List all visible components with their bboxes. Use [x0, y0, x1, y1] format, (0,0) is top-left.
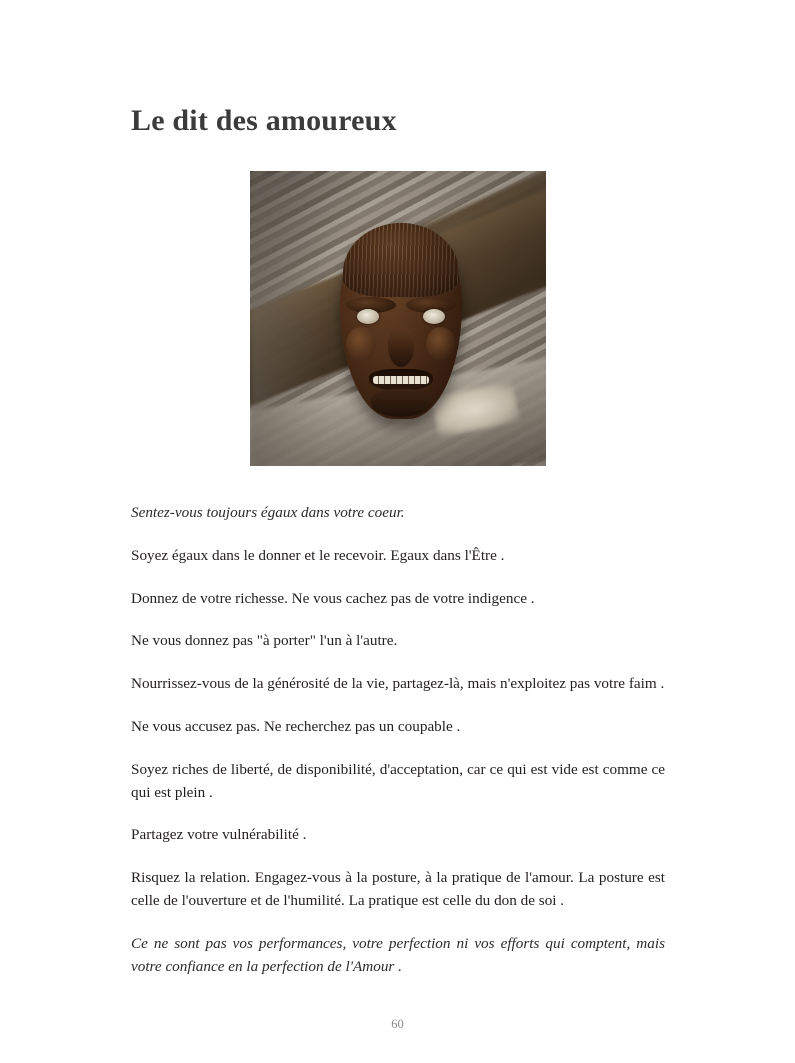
paragraph: Ne vous accusez pas. Ne recherchez pas un coupable . — [131, 717, 461, 735]
paragraph: Ce ne sont pas vos performances, votre perfection ni vos efforts qui comptent, mais votre confiance en la perfection de l'Amour . — [131, 934, 665, 975]
mask-nose — [388, 327, 414, 367]
paragraph: Partagez votre vulnérabilité . — [131, 826, 307, 844]
mask-cheek-right — [426, 327, 456, 361]
body-text — [131, 502, 665, 978]
paragraph: Risquez la relation. Engagez-vous à la posture, à la pratique de l'amour. La posture est celle de l'ouverture et de l'humilité. La pratique est celle du don de soi . — [131, 869, 665, 909]
mask-eye-right — [423, 309, 445, 324]
page-title: Le dit des amoureux — [131, 104, 397, 137]
mask-head — [340, 223, 462, 419]
paragraph: Soyez riches de liberté, de disponibilité, d'acceptation, car ce qui est vide est comme ce qui est plein . — [131, 760, 665, 801]
carved-wooden-head-image — [250, 171, 546, 466]
mask-teeth — [373, 376, 429, 384]
mask-mouth — [369, 369, 433, 391]
paragraph: Ne vous donnez pas "à porter" l'un à l'autre. — [131, 632, 398, 650]
paragraph: Nourrissez-vous de la générosité de la vie, partagez-là, mais n'exploitez pas votre faim . — [131, 675, 665, 693]
figure-container — [131, 171, 665, 466]
paragraph: Sentez-vous toujours égaux dans votre coeur. — [131, 504, 405, 521]
page-content — [131, 0, 665, 978]
page-number: 60 — [391, 1017, 404, 1031]
mask-chin — [371, 389, 431, 417]
mask-cheek-left — [346, 327, 376, 361]
paragraph: Donnez de votre richesse. Ne vous cachez pas de votre indigence . — [131, 589, 535, 607]
paragraph: Soyez égaux dans le donner et le recevoir. Egaux dans l'Être . — [131, 546, 505, 564]
mask-eye-left — [357, 309, 379, 324]
blur-overlay — [250, 171, 327, 466]
